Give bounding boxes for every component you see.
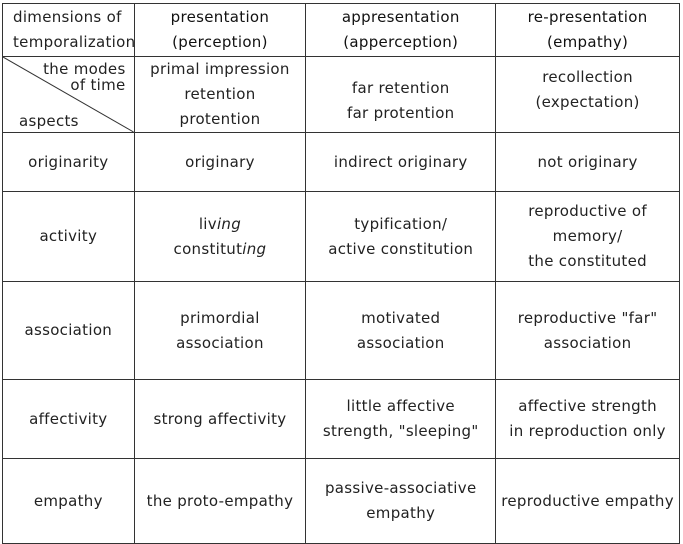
empathy-aspect-cell: empathy [3, 459, 135, 544]
appresentation-modes-line2: far protention [346, 103, 455, 122]
activity-aspect-cell: activity [3, 192, 135, 282]
association-appresentation-line1: motivated [361, 308, 441, 327]
modes-of-time-label [43, 61, 125, 93]
association-representation-line1: reproductive "far" [517, 308, 658, 327]
empathy-representation-cell: reproductive empathy [496, 459, 680, 544]
dimensions-header-line1: dimensions of [13, 8, 122, 26]
dimensions-header-line2: temporalization [13, 33, 136, 51]
presentation-modes-line2: retention [184, 85, 256, 103]
dimensions-header-cell [3, 4, 135, 57]
association-representation-line2: association [543, 333, 632, 352]
activity-appresentation-line2: active constitution [328, 239, 474, 258]
header-row [3, 4, 680, 57]
empathy-appresentation-line1: passive-associative [324, 479, 477, 497]
association-representation-cell [496, 282, 680, 380]
affectivity-appresentation-line2: strength, "sleeping" [322, 422, 479, 440]
association-presentation-line1: primordial [180, 308, 260, 327]
association-presentation-line2: association [176, 333, 264, 352]
representation-header-line2: (empathy) [546, 33, 629, 51]
representation-header-line1: re-presentation [527, 8, 648, 26]
association-row [3, 282, 680, 380]
presentation-header-cell [134, 4, 306, 57]
affectivity-appresentation-line1: little affective [346, 397, 455, 415]
appresentation-modes-line1: far retention [351, 78, 450, 97]
living-italic: ing [216, 214, 242, 233]
modes-of-time-row [3, 57, 680, 133]
constituting-plain: constitut [173, 239, 243, 258]
originarity-presentation-cell: originary [134, 133, 306, 192]
modes-label-line2: of time [70, 76, 126, 94]
presentation-modes-line3: protention [179, 110, 261, 128]
temporalization-table [2, 3, 680, 544]
originarity-representation-cell: not originary [496, 133, 680, 192]
empathy-presentation-cell: the proto-empathy [134, 459, 306, 544]
activity-presentation-line2 [137, 237, 304, 262]
representation-modes-line2: (expectation) [535, 92, 640, 111]
presentation-modes-cell [134, 57, 306, 133]
appresentation-modes-cell [306, 57, 496, 133]
affectivity-representation-cell [496, 380, 680, 459]
originarity-aspect-cell: originarity [3, 133, 135, 192]
association-presentation-cell [134, 282, 306, 380]
modes-label-line1: the modes [43, 60, 126, 78]
activity-presentation-line1 [137, 212, 304, 237]
representation-modes-line1: recollection [542, 67, 633, 86]
affectivity-presentation-cell: strong affectivity [134, 380, 306, 459]
presentation-modes-line1: primal impression [150, 60, 290, 78]
appresentation-header-line1: appresentation [341, 8, 460, 26]
originarity-appresentation-cell: indirect originary [306, 133, 496, 192]
representation-header-cell [496, 4, 680, 57]
appresentation-header-line2: (apperception) [343, 33, 459, 51]
empathy-appresentation-line2: empathy [366, 504, 436, 522]
modes-aspects-diagonal-cell [3, 57, 135, 133]
association-aspect-cell: association [3, 282, 135, 380]
affectivity-representation-line1: affective strength [518, 397, 657, 415]
activity-appresentation-cell [306, 192, 496, 282]
activity-appresentation-line1: typification/ [354, 214, 448, 233]
living-plain: liv [198, 214, 217, 233]
presentation-header-line2: (perception) [172, 33, 268, 51]
activity-row [3, 192, 680, 282]
representation-modes-cell [496, 57, 680, 133]
activity-representation-line3: the constituted [528, 252, 647, 270]
association-appresentation-cell [306, 282, 496, 380]
empathy-row [3, 459, 680, 544]
constituting-italic: ing [242, 239, 267, 258]
originarity-row [3, 133, 680, 192]
affectivity-aspect-cell: affectivity [3, 380, 135, 459]
aspects-label: aspects [19, 112, 79, 130]
appresentation-header-cell [306, 4, 496, 57]
activity-representation-line2: memory/ [552, 227, 623, 245]
activity-presentation-cell [134, 192, 306, 282]
presentation-header-line1: presentation [170, 8, 270, 26]
affectivity-appresentation-cell [306, 380, 496, 459]
association-appresentation-line2: association [356, 333, 445, 352]
affectivity-row [3, 380, 680, 459]
activity-representation-line1: reproductive of [528, 202, 647, 220]
affectivity-representation-line2: in reproduction only [509, 422, 666, 440]
activity-representation-cell [496, 192, 680, 282]
empathy-appresentation-cell [306, 459, 496, 544]
